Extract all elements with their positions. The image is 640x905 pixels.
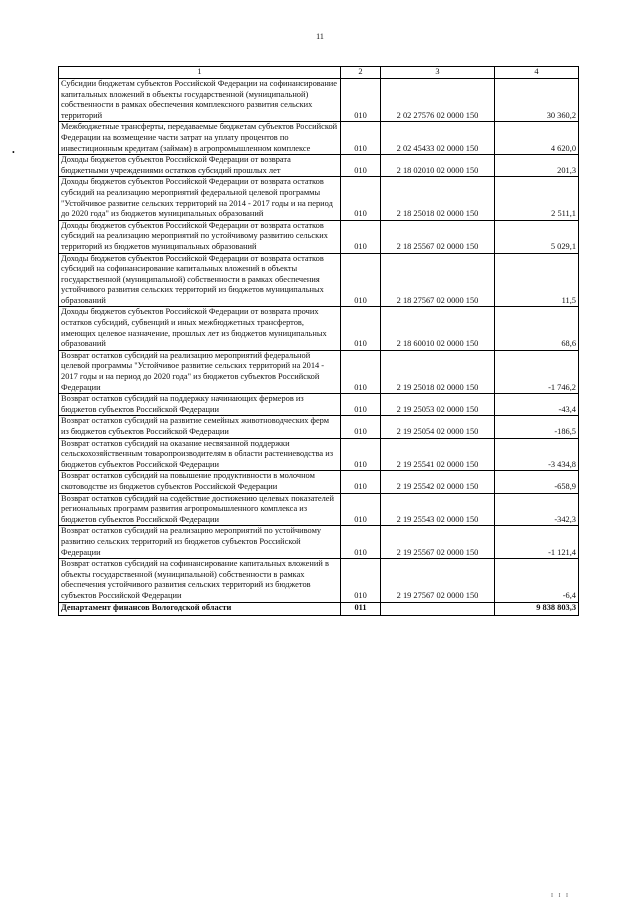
table-row: [59, 79, 579, 122]
row-amount: 201,3: [495, 155, 579, 177]
row-kbk: 2 19 25541 02 0000 150: [381, 438, 495, 471]
row-kbk: 2 19 25054 02 0000 150: [381, 416, 495, 438]
table-row: [59, 471, 579, 493]
table-row: [59, 394, 579, 416]
row-amount: 11,5: [495, 253, 579, 307]
row-amount: 30 360,2: [495, 79, 579, 122]
row-kbk: 2 18 25567 02 0000 150: [381, 220, 495, 253]
table-row: [59, 307, 579, 350]
row-code: 010: [341, 350, 381, 393]
row-code: 010: [341, 307, 381, 350]
row-description: Возврат остатков субсидий на повышение продуктивности в молочном скотоводстве из бюджетов субъектов Российской Федерации: [59, 471, 341, 493]
row-amount: -1 746,2: [495, 350, 579, 393]
table-row: [59, 253, 579, 307]
total-code: 011: [341, 602, 381, 615]
total-description: Департамент финансов Вологодской области: [59, 602, 341, 615]
row-amount: -186,5: [495, 416, 579, 438]
table-row: [59, 438, 579, 471]
table-row: [59, 526, 579, 559]
row-code: 010: [341, 471, 381, 493]
row-code: 010: [341, 155, 381, 177]
row-amount: -342,3: [495, 493, 579, 526]
row-description: Возврат остатков субсидий на реализацию мероприятий по устойчивому развитию сельских территорий из бюджетов субъектов Российской Федерации: [59, 526, 341, 559]
row-code: 010: [341, 416, 381, 438]
page-number: 11: [316, 32, 324, 41]
table-row: [59, 493, 579, 526]
row-kbk: 2 19 25542 02 0000 150: [381, 471, 495, 493]
header-col-2: 2: [341, 67, 381, 79]
row-kbk: 2 19 25053 02 0000 150: [381, 394, 495, 416]
row-kbk: 2 02 27576 02 0000 150: [381, 79, 495, 122]
row-code: 010: [341, 438, 381, 471]
table-header-row: [59, 67, 579, 79]
stray-mark: •: [12, 148, 15, 157]
row-kbk: 2 19 27567 02 0000 150: [381, 559, 495, 602]
row-kbk: 2 18 02010 02 0000 150: [381, 155, 495, 177]
row-description: Возврат остатков субсидий на развитие семейных животноводческих ферм из бюджетов субъектов Российской Федерации: [59, 416, 341, 438]
total-row: [59, 602, 579, 615]
table-row: [59, 155, 579, 177]
header-col-4: 4: [495, 67, 579, 79]
row-amount: -43,4: [495, 394, 579, 416]
row-kbk: 2 18 27567 02 0000 150: [381, 253, 495, 307]
total-amount: 9 838 803,3: [495, 602, 579, 615]
table-row: [59, 177, 579, 220]
row-amount: -3 434,8: [495, 438, 579, 471]
row-code: 010: [341, 220, 381, 253]
total-kbk: [381, 602, 495, 615]
row-kbk: 2 02 45433 02 0000 150: [381, 122, 495, 155]
header-col-1: 1: [59, 67, 341, 79]
row-code: 010: [341, 493, 381, 526]
table-row: [59, 350, 579, 393]
table-row: [59, 559, 579, 602]
table-row: [59, 122, 579, 155]
row-amount: -1 121,4: [495, 526, 579, 559]
budget-revenue-table: [58, 66, 579, 616]
row-code: 010: [341, 526, 381, 559]
row-kbk: 2 19 25018 02 0000 150: [381, 350, 495, 393]
corner-mark: I I I: [551, 893, 570, 899]
row-description: Возврат остатков субсидий на оказание несвязанной поддержки сельскохозяйственным товаропроизводителям в области растениеводства из бюджетов субъектов Российской Федерации: [59, 438, 341, 471]
row-amount: 5 029,1: [495, 220, 579, 253]
row-description: Доходы бюджетов субъектов Российской Федерации от возврата остатков субсидий на софинансирование капитальных вложений в объекты государственной (муниципальной) собственности в рамках обеспечения устойчивого развития сельских территорий из бюджетов муниципальных образований: [59, 253, 341, 307]
row-description: Доходы бюджетов субъектов Российской Федерации от возврата бюджетными учреждениями остатков субсидий прошлых лет: [59, 155, 341, 177]
row-amount: 68,6: [495, 307, 579, 350]
header-col-3: 3: [381, 67, 495, 79]
row-code: 010: [341, 79, 381, 122]
row-description: Субсидии бюджетам субъектов Российской Федерации на софинансирование капитальных вложений в объекты государственной (муниципальной) собственности в рамках обеспечения комплексного развития сельских территорий: [59, 79, 341, 122]
table-row: [59, 220, 579, 253]
row-kbk: 2 19 25567 02 0000 150: [381, 526, 495, 559]
row-description: Возврат остатков субсидий на содействие достижению целевых показателей региональных программ развития агропромышленного комплекса из бюджетов субъектов Российской Федерации: [59, 493, 341, 526]
row-description: Доходы бюджетов субъектов Российской Федерации от возврата прочих остатков субсидий, субвенций и иных межбюджетных трансфертов, имеющих целевое назначение, прошлых лет из бюджетов муниципальных образований: [59, 307, 341, 350]
row-code: 010: [341, 394, 381, 416]
row-description: Доходы бюджетов субъектов Российской Федерации от возврата остатков субсидий на реализацию мероприятий федеральной целевой программы "Устойчивое развитие сельских территорий на 2014 - 2017 годы и на период до 2020 года" из бюджетов муниципальных образований: [59, 177, 341, 220]
row-amount: 2 511,1: [495, 177, 579, 220]
row-kbk: 2 19 25543 02 0000 150: [381, 493, 495, 526]
row-code: 010: [341, 559, 381, 602]
row-code: 010: [341, 122, 381, 155]
row-amount: -6,4: [495, 559, 579, 602]
row-description: Возврат остатков субсидий на софинансирование капитальных вложений в объекты государственной (муниципальной) собственности в рамках обеспечения устойчивого развития сельских территорий из бюджетов субъектов Российской Федерации: [59, 559, 341, 602]
row-kbk: 2 18 60010 02 0000 150: [381, 307, 495, 350]
row-kbk: 2 18 25018 02 0000 150: [381, 177, 495, 220]
row-description: Возврат остатков субсидий на реализацию мероприятий федеральной целевой программы "Устойчивое развитие сельских территорий на 2014 - 2017 годы и на период до 2020 года" из бюджетов субъектов Российской Федерации: [59, 350, 341, 393]
table-row: [59, 416, 579, 438]
row-amount: -658,9: [495, 471, 579, 493]
row-description: Доходы бюджетов субъектов Российской Федерации от возврата остатков субсидий на реализацию мероприятий по устойчивому развитию сельских территорий из бюджетов муниципальных образований: [59, 220, 341, 253]
row-description: Возврат остатков субсидий на поддержку начинающих фермеров из бюджетов субъектов Российской Федерации: [59, 394, 341, 416]
row-code: 010: [341, 177, 381, 220]
row-amount: 4 620,0: [495, 122, 579, 155]
row-description: Межбюджетные трансферты, передаваемые бюджетам субъектов Российской Федерации на возмещение части затрат на уплату процентов по инвестиционным кредитам (займам) в агропромышленном комплексе: [59, 122, 341, 155]
row-code: 010: [341, 253, 381, 307]
